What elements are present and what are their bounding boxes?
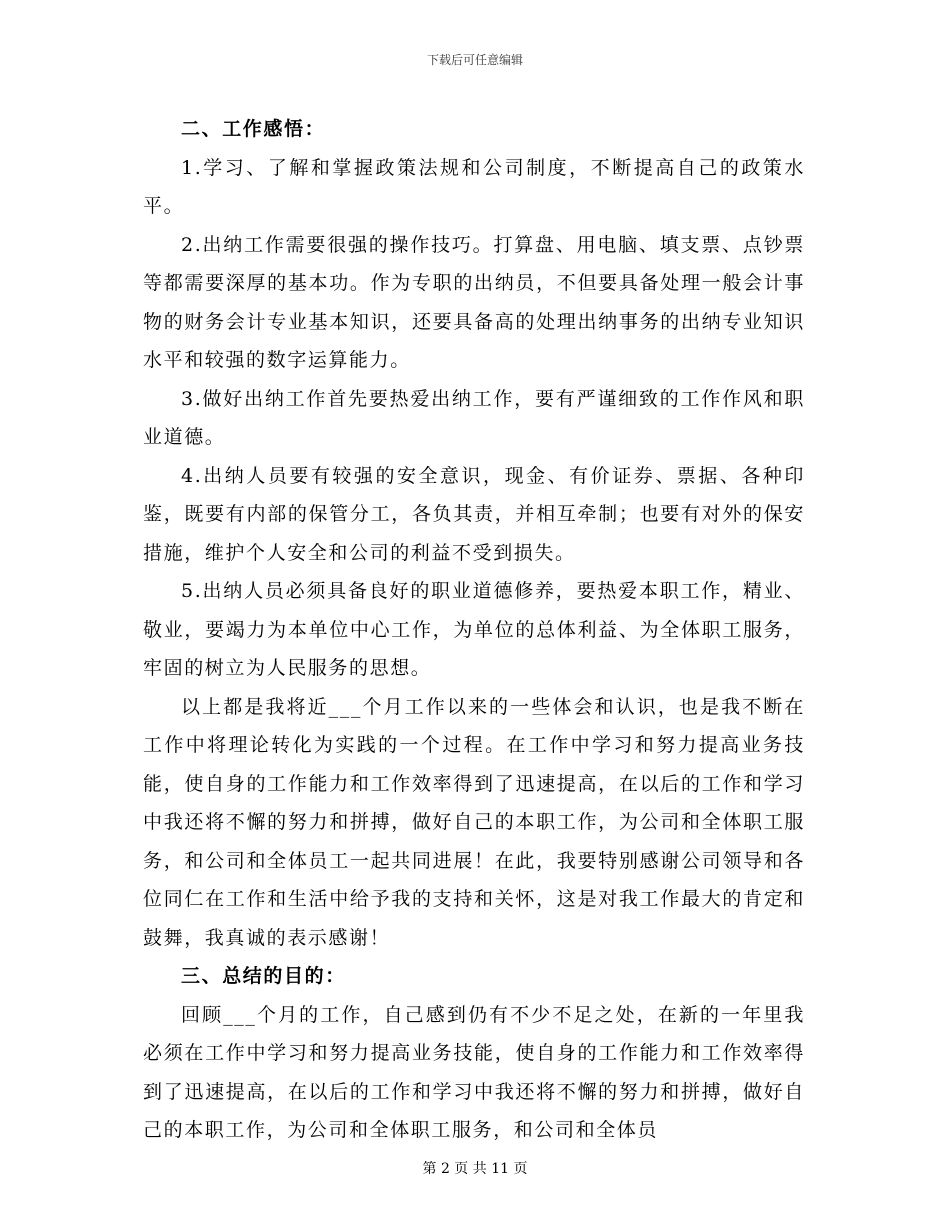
page-footer: 第 2 页 共 11 页 — [422, 1161, 528, 1177]
paragraph-item-1: 1.学习、了解和掌握政策法规和公司制度，不断提高自己的政策水平。 — [143, 156, 805, 217]
document-body — [143, 110, 805, 1150]
paragraph-summary: 以上都是我将近___个月工作以来的一些体会和认识，也是我不断在工作中将理论转化为实践的一个过程。在工作中学习和努力提高业务技能，使自身的工作能力和工作效率得到了迅速提高，在以后的工作和学习中我还将不懈的努力和拼搏，做好自己的本职工作，为公司和全体职工服务，和公司和全体员工一起共同进展！在此，我要特别感谢公司领导和各位同仁在工作和生活中给予我的支持和关怀，这是对我工作最大的肯定和鼓舞，我真诚的表示感谢！ — [143, 695, 805, 949]
paragraph-item-5: 5.出纳人员必须具备良好的职业道德修养，要热爱本职工作，精业、敬业，要竭力为本单位中心工作，为单位的总体利益、为全体职工服务，牢固的树立为人民服务的思想。 — [143, 580, 805, 679]
page-header: 下载后可任意编辑 — [426, 53, 523, 67]
paragraph-item-2: 2.出纳工作需要很强的操作技巧。打算盘、用电脑、填支票、点钞票等都需要深厚的基本功。作为专职的出纳员，不但要具备处理一般会计事物的财务会计专业基本知识，还要具备高的处理出纳事务的出纳专业知识水平和较强的数字运算能力。 — [143, 233, 805, 371]
paragraph-item-4: 4.出纳人员要有较强的安全意识，现金、有价证券、票据、各种印鉴，既要有内部的保管分工，各负其责，并相互牵制；也要有对外的保安措施，维护个人安全和公司的利益不受到损失。 — [143, 464, 805, 564]
section-heading-purpose: 三、总结的目的： — [181, 965, 346, 987]
paragraph-review: 回顾___个月的工作，自己感到仍有不少不足之处，在新的一年里我必须在工作中学习和努力提高业务技能，使自身的工作能力和工作效率得到了迅速提高，在以后的工作和学习中我还将不懈的努力和拼搏，做好自己的本职工作，为公司和全体职工服务，和公司和全体员 — [143, 1003, 805, 1141]
paragraph-item-3: 3.做好出纳工作首先要热爱出纳工作，要有严谨细致的工作作风和职业道德。 — [143, 387, 805, 448]
section-heading-insights: 二、工作感悟： — [181, 118, 326, 140]
